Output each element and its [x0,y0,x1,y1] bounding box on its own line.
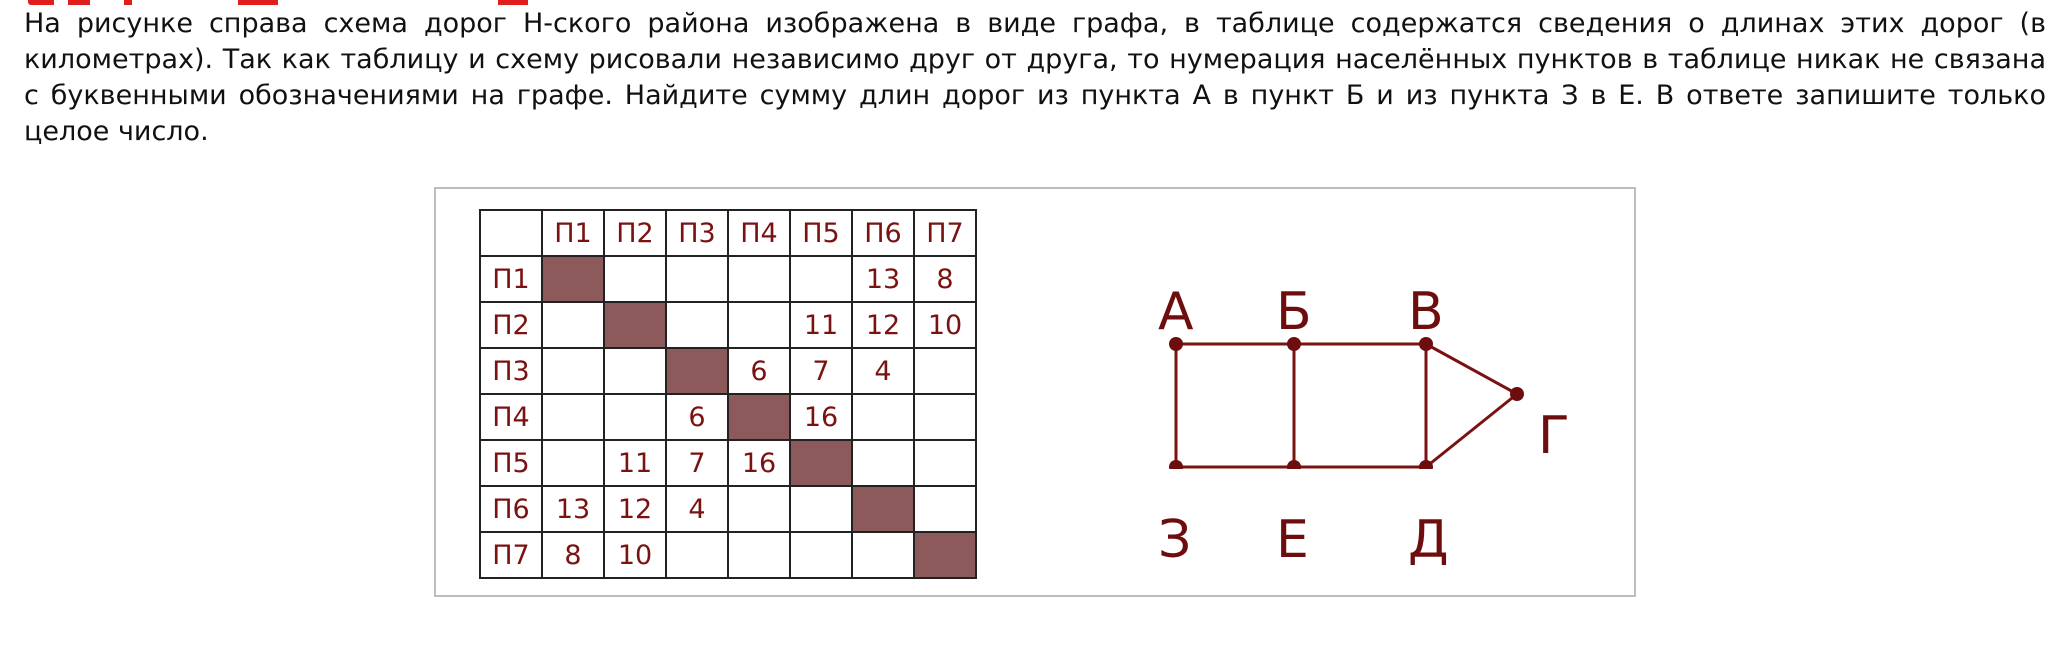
table-diagonal-cell [604,302,666,348]
table-cell [790,532,852,578]
table-row-header: П4 [480,394,542,440]
table-column-header: П7 [914,210,976,256]
table-cell: 7 [666,440,728,486]
table-row [480,394,976,440]
table-cell: 4 [666,486,728,532]
table-row-header: П1 [480,256,542,302]
table-cell [728,256,790,302]
graph-labels [1136,229,1616,570]
table-row [480,256,976,302]
table-row-header: П7 [480,532,542,578]
table-cell: 8 [542,532,604,578]
problem-statement: На рисунке справа схема дорог Н-ского района изображена в виде графа, в таблице содержатся сведения о длинах этих дорог (в километрах). Так как таблицу и схему рисовали независимо друг от друга, то нумерация населённых пунктов в таблице никак не связана с буквенными обозначениями на графе. Найдите сумму длин дорог из пункта А в пункт Б и из пункта З в Е. В ответе запишите только целое число. [24,8,2046,147]
table-row-header: П6 [480,486,542,532]
table-cell: 13 [852,256,914,302]
label-vertex-g: Г [1538,406,1570,466]
table-cell: 11 [790,302,852,348]
table-column-header: П2 [604,210,666,256]
table-row [480,348,976,394]
table-cell: 8 [914,256,976,302]
table-cell [666,302,728,348]
table-diagonal-cell [914,532,976,578]
table-diagonal-cell [542,256,604,302]
label-vertex-e: Е [1276,510,1309,570]
label-vertex-a: А [1158,282,1194,342]
table-cell: 4 [852,348,914,394]
table-row [480,486,976,532]
table-cell [852,440,914,486]
table-cell [542,394,604,440]
table-cell: 16 [728,440,790,486]
table-cell [542,440,604,486]
table-corner-cell [480,210,542,256]
table-cell [604,348,666,394]
table-diagonal-cell [790,440,852,486]
table-cell [790,486,852,532]
table-cell [914,348,976,394]
label-vertex-d: Д [1408,510,1449,570]
table-row [480,302,976,348]
table-cell [852,532,914,578]
table-column-header: П1 [542,210,604,256]
table-cell [728,486,790,532]
table-cell [914,440,976,486]
table-cell [852,394,914,440]
table-cell: 10 [914,302,976,348]
table-cell [728,532,790,578]
table-cell [666,256,728,302]
table-column-header: П6 [852,210,914,256]
table-row-header: П5 [480,440,542,486]
table-row-header: П3 [480,348,542,394]
table-cell: 11 [604,440,666,486]
table-column-header: П3 [666,210,728,256]
label-vertex-b: Б [1276,282,1312,342]
table-cell: 6 [666,394,728,440]
table-column-header: П5 [790,210,852,256]
table-cell: 12 [604,486,666,532]
table-cell [728,302,790,348]
label-vertex-v: В [1408,282,1444,342]
table-cell [914,394,976,440]
table-cell: 10 [604,532,666,578]
table-cell [542,302,604,348]
table-cell [666,532,728,578]
table-diagonal-cell [728,394,790,440]
table-cell: 16 [790,394,852,440]
table-cell [604,394,666,440]
table-row [480,532,976,578]
table-cell [604,256,666,302]
table-cell [542,348,604,394]
figure-frame [434,187,1636,597]
table-cell: 13 [542,486,604,532]
table-header-row [480,210,976,256]
table-cell [914,486,976,532]
table-row-header: П2 [480,302,542,348]
table-diagonal-cell [852,486,914,532]
table-cell: 6 [728,348,790,394]
table-row [480,440,976,486]
table-column-header: П4 [728,210,790,256]
table-diagonal-cell [666,348,728,394]
distance-table [479,209,977,579]
label-vertex-z: З [1158,510,1192,570]
table-cell: 7 [790,348,852,394]
table-cell: 12 [852,302,914,348]
table-cell [790,256,852,302]
